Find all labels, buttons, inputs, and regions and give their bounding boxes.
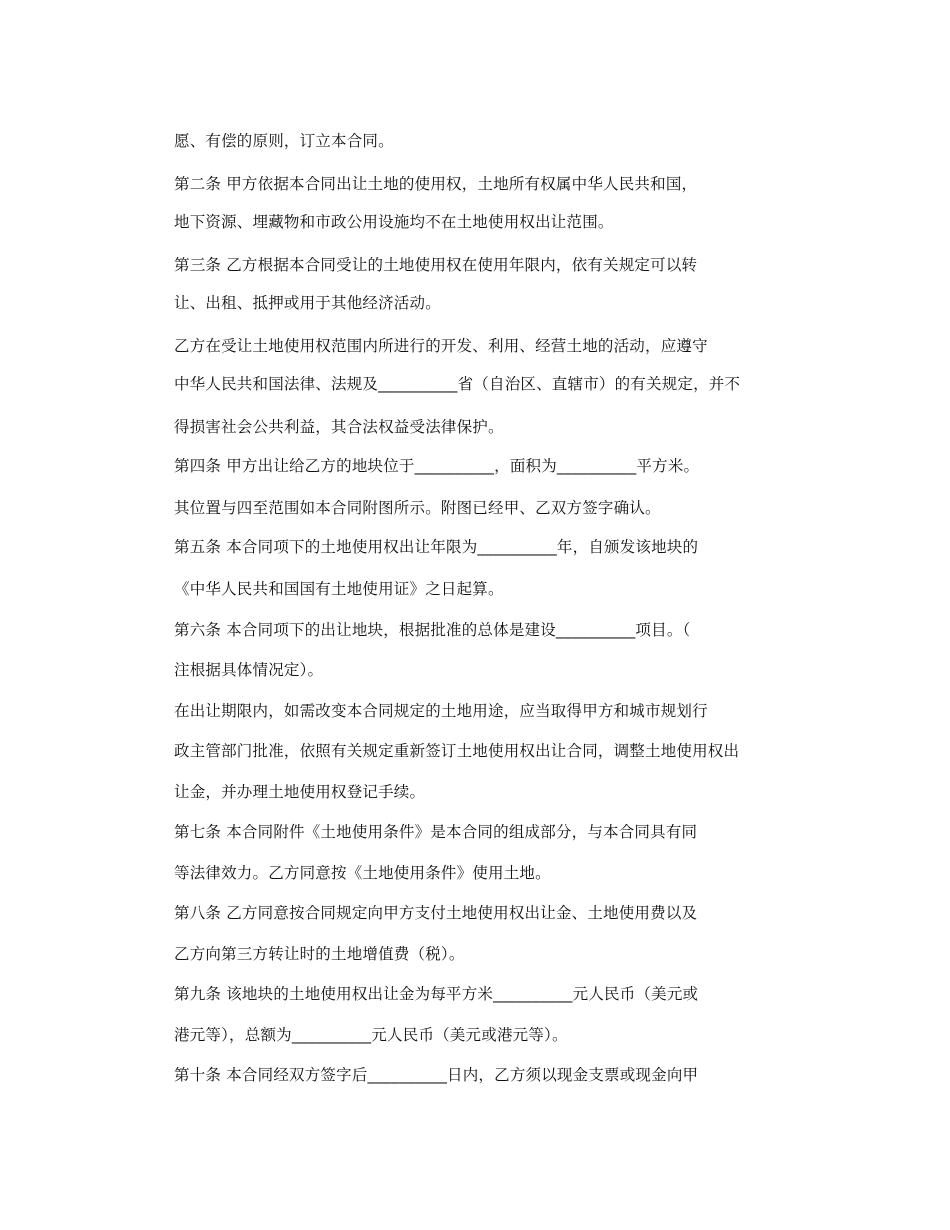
text-line: 第九条 该地块的土地使用权出让金为每平方米__________元人民币（美元或 bbox=[174, 985, 699, 1003]
text-line: 第八条 乙方同意按合同规定向甲方支付土地使用权出让金、土地使用费以及 bbox=[174, 904, 698, 922]
text-line: 注根据具体情况定）。 bbox=[174, 661, 324, 679]
text-line: 在出让期限内，如需改变本合同规定的土地用途，应当取得甲方和城市规划行 bbox=[174, 702, 708, 720]
text-line: 第二条 甲方依据本合同出让土地的使用权，土地所有权属中华人民共和国， bbox=[174, 175, 698, 193]
text-line: 政主管部门批准，依照有关规定重新签订土地使用权出让合同，调整土地使用权出 bbox=[174, 742, 740, 760]
text-line: 《中华人民共和国国有土地使用证》之日起算。 bbox=[174, 580, 504, 598]
text-line: 第十条 本合同经双方签字后__________日内，乙方须以现金支票或现金向甲 bbox=[174, 1066, 699, 1084]
text-line: 中华人民共和国法律、法规及__________省（自治区、直辖市）的有关规定，并不 bbox=[174, 375, 741, 393]
text-line: 第七条 本合同附件《土地使用条件》是本合同的组成部分，与本合同具有同 bbox=[174, 823, 698, 841]
text-line: 乙方在受让土地使用权范围内所进行的开发、利用、经营土地的活动，应遵守 bbox=[174, 337, 708, 355]
text-line: 其位置与四至范围如本合同附图所示。附图已经甲、乙双方签字确认。 bbox=[174, 499, 661, 517]
text-line: 第六条 本合同项下的出让地块，根据批准的总体是建设__________项目。（ bbox=[174, 621, 691, 639]
text-line: 港元等），总额为__________元人民币（美元或港元等）。 bbox=[174, 1026, 568, 1044]
text-line: 愿、有偿的原则，订立本合同。 bbox=[174, 132, 394, 150]
text-line: 让、出租、抵押或用于其他经济活动。 bbox=[174, 294, 441, 312]
text-line: 让金，并办理土地使用权登记手续。 bbox=[174, 783, 426, 801]
text-line: 地下资源、埋藏物和市政公用设施均不在土地使用权出让范围。 bbox=[174, 213, 614, 231]
text-line: 第五条 本合同项下的土地使用权出让年限为__________年，自颁发该地块的 bbox=[174, 538, 699, 556]
text-line: 乙方向第三方转让时的土地增值费（税）。 bbox=[174, 945, 465, 963]
text-line: 等法律效力。乙方同意按《土地使用条件》使用土地。 bbox=[174, 864, 551, 882]
text-line: 得损害社会公共利益，其合法权益受法律保护。 bbox=[174, 418, 504, 436]
text-line: 第四条 甲方出让给乙方的地块位于__________，面积为__________平方米。 bbox=[174, 457, 700, 475]
text-line: 第三条 乙方根据本合同受让的土地使用权在使用年限内，依有关规定可以转 bbox=[174, 256, 698, 274]
